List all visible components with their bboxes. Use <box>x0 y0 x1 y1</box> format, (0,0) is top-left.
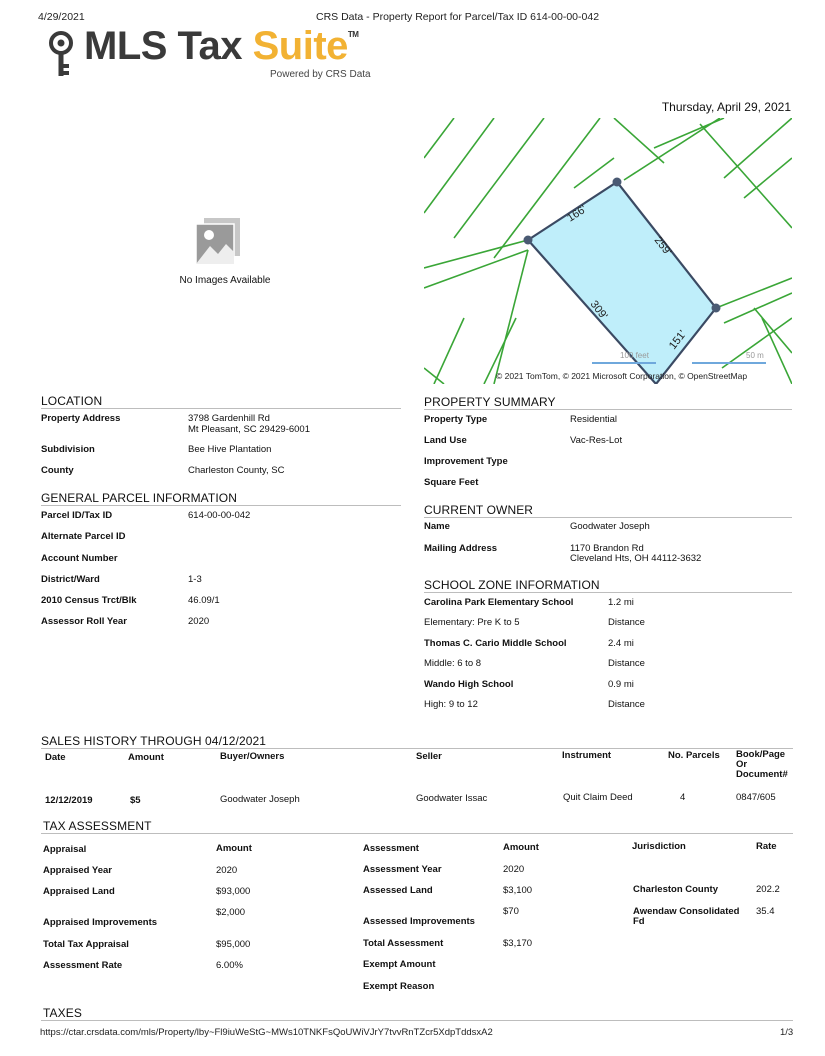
property-summary-section-title: PROPERTY SUMMARY <box>424 395 556 409</box>
total-tax-appraisal-label: Total Tax Appraisal <box>43 939 129 950</box>
map-attribution: © 2021 TomTom, © 2021 Microsoft Corporation, © OpenStreetMap <box>496 371 748 381</box>
sales-header-parcels: No. Parcels <box>668 750 720 761</box>
sale-date: 12/12/2019 <box>45 795 93 806</box>
sales-history-rule <box>41 748 793 749</box>
print-date: 4/29/2021 <box>38 11 85 23</box>
property-type-label: Property Type <box>424 414 488 425</box>
elementary-distance-label: Distance <box>608 617 645 628</box>
property-type-value: Residential <box>570 414 617 425</box>
appraised-year-value: 2020 <box>216 865 238 876</box>
scale-label-feet: 100 feet <box>620 351 649 360</box>
middle-school-grades: Middle: 6 to 8 <box>424 658 482 669</box>
assessment-rate-value: 6.00% <box>216 960 243 971</box>
high-school-distance: 0.9 mi <box>608 679 634 690</box>
sales-header-amount: Amount <box>128 752 164 763</box>
sale-buyer: Goodwater Joseph <box>220 794 300 805</box>
total-assessment-value: $3,170 <box>503 938 533 949</box>
high-school-name: Wando High School <box>424 679 514 690</box>
logo-suite: Suite <box>252 24 348 68</box>
charleston-county-rate: 202.2 <box>756 884 780 895</box>
tax-assessment-rule <box>41 833 793 834</box>
location-rule <box>41 408 401 409</box>
middle-distance-label: Distance <box>608 658 645 669</box>
assessment-rate-label: Assessment Rate <box>43 960 123 971</box>
assessor-roll-year-value: 2020 <box>188 616 210 627</box>
assessment-amount-header: Amount <box>503 842 539 853</box>
appraised-improvements-label: Appraised Improvements <box>43 917 158 928</box>
middle-school-name: Thomas C. Cario Middle School <box>424 638 567 649</box>
owner-name-value: Goodwater Joseph <box>570 521 650 532</box>
logo-mls-tax: MLS Tax <box>84 24 253 68</box>
mailing-address-line2: Cleveland Hts, OH 44112-3632 <box>570 553 702 564</box>
no-images-text: No Images Available <box>179 275 271 286</box>
county-label: County <box>41 465 74 476</box>
dimension-bottom: 151' <box>666 328 689 352</box>
taxes-section-title: TAXES <box>43 1006 82 1020</box>
sales-header-book-line3: Document# <box>736 769 788 780</box>
appraised-land-value: $93,000 <box>216 886 251 897</box>
district-ward-label: District/Ward <box>41 574 100 585</box>
land-use-value: Vac-Res-Lot <box>570 435 623 446</box>
exempt-amount-label: Exempt Amount <box>363 959 436 970</box>
awendaw-label-line2: Fd <box>633 916 645 927</box>
awendaw-label-line1: Awendaw Consolidated <box>633 906 740 917</box>
sales-header-seller: Seller <box>416 751 442 762</box>
assessed-improvements-value: $70 <box>503 906 519 917</box>
property-address-line2: Mt Pleasant, SC 29429-6001 <box>188 424 310 435</box>
appraisal-header: Appraisal <box>43 844 87 855</box>
key-icon <box>48 30 74 78</box>
footer-url[interactable]: https://ctar.crsdata.com/mls/Property/lby~Fl9iuWeStG~MWs10TNKFsQoUWiVJrY7tvvRnTZcr5XdpTddsxA2 <box>40 1027 493 1038</box>
owner-name-label: Name <box>424 521 450 532</box>
account-number-label: Account Number <box>41 553 118 564</box>
subdivision-value: Bee Hive Plantation <box>188 444 272 455</box>
sale-seller: Goodwater Issac <box>416 793 488 804</box>
school-zone-section-title: SCHOOL ZONE INFORMATION <box>424 578 600 592</box>
alternate-parcel-id-label: Alternate Parcel ID <box>41 531 126 542</box>
county-value: Charleston County, SC <box>188 465 285 476</box>
land-use-label: Land Use <box>424 435 467 446</box>
rate-header: Rate <box>756 841 777 852</box>
print-title: CRS Data - Property Report for Parcel/Tax ID 614-00-00-042 <box>316 11 600 23</box>
mailing-address-label: Mailing Address <box>424 543 498 554</box>
assessed-land-value: $3,100 <box>503 885 533 896</box>
property-address-label: Property Address <box>41 413 121 424</box>
location-section-title: LOCATION <box>41 394 103 408</box>
tax-assessment-section-title: TAX ASSESSMENT <box>43 819 152 833</box>
high-distance-label: Distance <box>608 699 645 710</box>
elementary-school-grades: Elementary: Pre K to 5 <box>424 617 520 628</box>
sale-instrument: Quit Claim Deed <box>563 792 633 803</box>
appraised-year-label: Appraised Year <box>43 865 113 876</box>
logo-powered-by: Powered by CRS Data <box>270 69 371 80</box>
district-ward-value: 1-3 <box>188 574 202 585</box>
jurisdiction-header: Jurisdiction <box>632 841 686 852</box>
general-parcel-section-title: GENERAL PARCEL INFORMATION <box>41 491 237 505</box>
image-placeholder-icon <box>196 218 240 264</box>
sales-header-date: Date <box>45 752 66 763</box>
dimension-top: 166' <box>565 203 589 225</box>
property-summary-rule <box>424 409 792 410</box>
sales-history-section-title: SALES HISTORY THROUGH 04/12/2021 <box>41 734 267 748</box>
parcel-map-canvas <box>424 118 792 384</box>
sale-parcels: 4 <box>680 792 686 803</box>
middle-school-distance: 2.4 mi <box>608 638 634 649</box>
appraisal-amount-header: Amount <box>216 843 252 854</box>
improvement-type-label: Improvement Type <box>424 456 508 467</box>
subdivision-label: Subdivision <box>41 444 95 455</box>
census-tract-label: 2010 Census Trct/Blk <box>41 595 137 606</box>
assessor-roll-year-label: Assessor Roll Year <box>41 616 127 627</box>
mailing-address-line1: 1170 Brandon Rd <box>570 543 644 554</box>
logo-trademark: TM <box>347 30 359 39</box>
square-feet-label: Square Feet <box>424 477 479 488</box>
taxes-rule <box>41 1020 793 1021</box>
property-address-line1: 3798 Gardenhill Rd <box>188 413 270 424</box>
assessment-header: Assessment <box>363 843 419 854</box>
general-parcel-rule <box>41 505 401 506</box>
sales-header-book-line1: Book/Page <box>736 749 786 760</box>
charleston-county-label: Charleston County <box>633 884 718 895</box>
elementary-school-name: Carolina Park Elementary School <box>424 597 574 608</box>
assessed-land-label: Assessed Land <box>363 885 433 896</box>
total-tax-appraisal-value: $95,000 <box>216 939 251 950</box>
parcel-id-label: Parcel ID/Tax ID <box>41 510 113 521</box>
parcel-map[interactable] <box>424 118 792 384</box>
current-owner-rule <box>424 517 792 518</box>
elementary-school-distance: 1.2 mi <box>608 597 634 608</box>
assessment-year-value: 2020 <box>503 864 525 875</box>
total-assessment-label: Total Assessment <box>363 938 444 949</box>
sales-header-book-line2: Or <box>736 759 748 770</box>
logo-wordmark <box>84 24 358 69</box>
dimension-right: 259' <box>651 234 674 258</box>
parcel-id-value: 614-00-00-042 <box>188 510 251 521</box>
sale-amount: $5 <box>130 795 141 806</box>
sales-header-buyer: Buyer/Owners <box>220 751 285 762</box>
assessment-year-label: Assessment Year <box>363 864 442 875</box>
sales-header-instrument: Instrument <box>562 750 612 761</box>
census-tract-value: 46.09/1 <box>188 595 220 606</box>
scale-label-meters: 50 m <box>746 351 764 360</box>
awendaw-rate: 35.4 <box>756 906 775 917</box>
current-owner-section-title: CURRENT OWNER <box>424 503 534 517</box>
assessed-improvements-label: Assessed Improvements <box>363 916 475 927</box>
appraised-improvements-value: $2,000 <box>216 907 246 918</box>
footer-page-number: 1/3 <box>780 1027 794 1038</box>
sale-book-page: 0847/605 <box>736 792 776 803</box>
appraised-land-label: Appraised Land <box>43 886 115 897</box>
high-school-grades: High: 9 to 12 <box>424 699 478 710</box>
dimension-left: 309' <box>587 298 610 322</box>
exempt-reason-label: Exempt Reason <box>363 981 435 992</box>
school-zone-rule <box>424 592 792 593</box>
report-date: Thursday, April 29, 2021 <box>661 100 791 114</box>
